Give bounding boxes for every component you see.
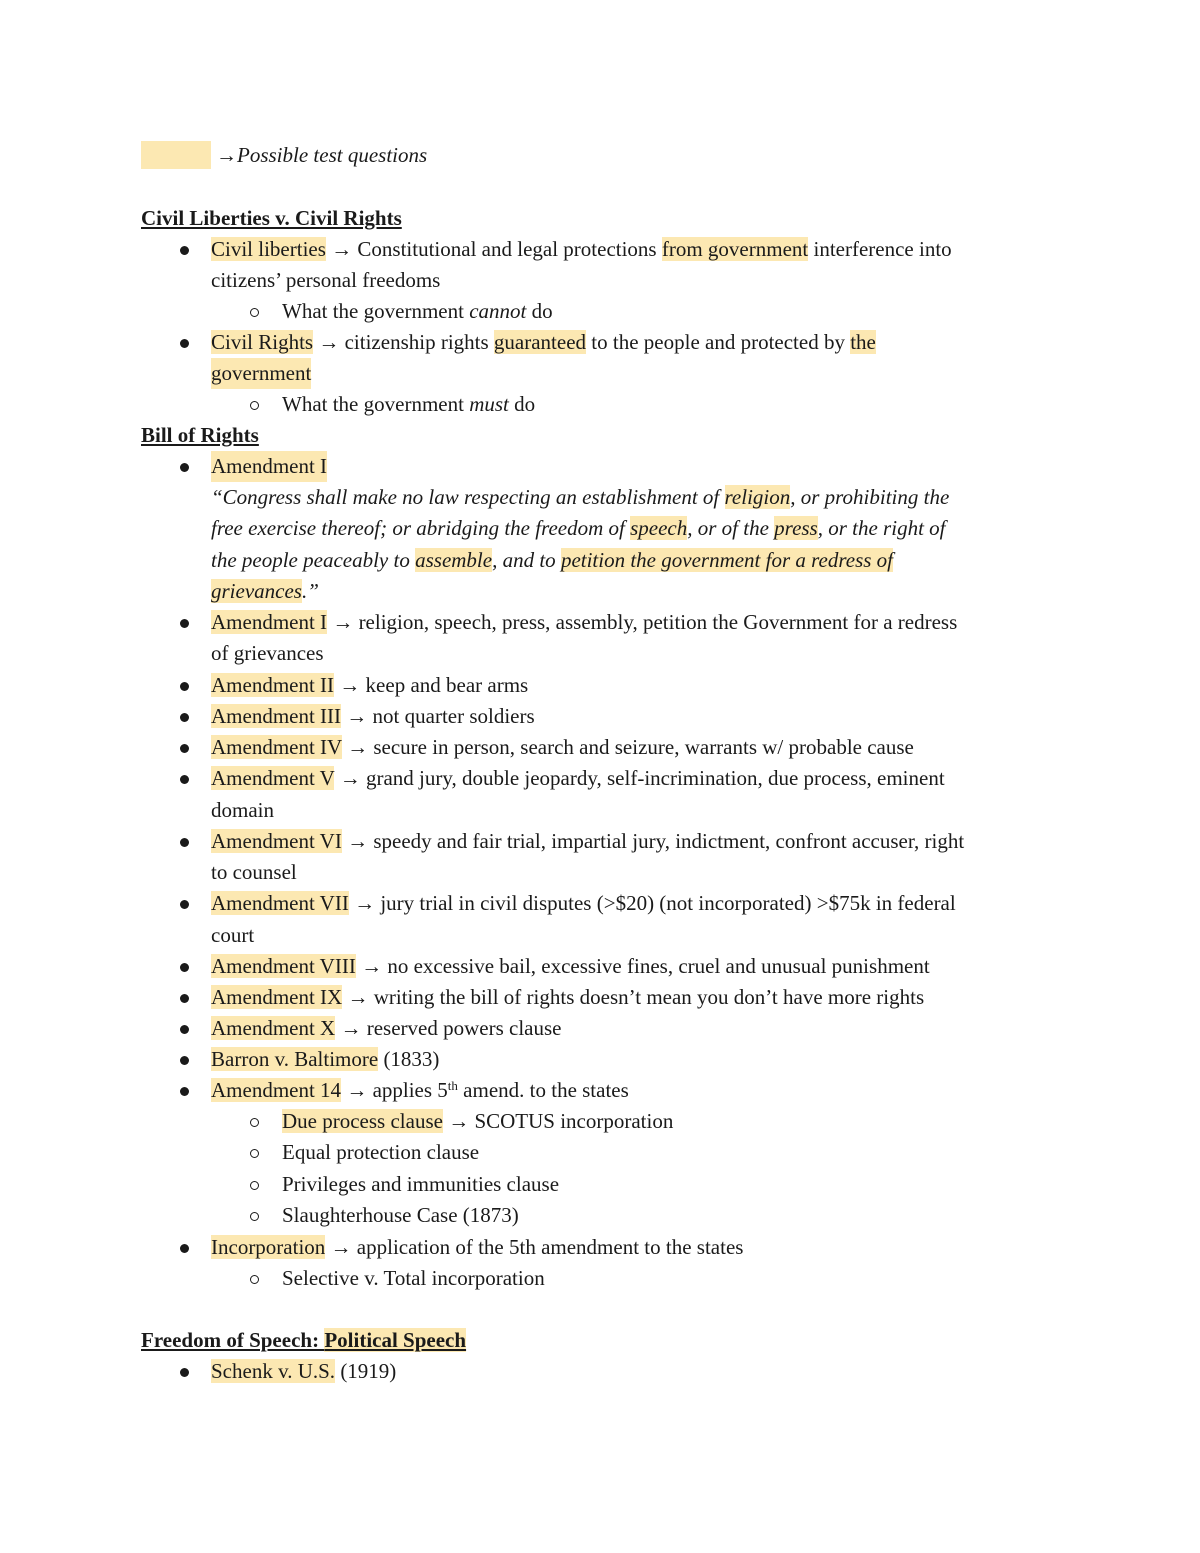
- bullet-icon: [180, 339, 189, 348]
- legend-arrow: →: [216, 143, 237, 167]
- bullet-icon: [180, 682, 189, 691]
- highlight-swatch: [141, 141, 211, 169]
- circle-bullet-icon: [250, 1118, 259, 1127]
- bullet-icon: [180, 994, 189, 1003]
- bullet-icon: [180, 1368, 189, 1377]
- bullet-icon: [180, 744, 189, 753]
- circle-bullet-icon: [250, 1275, 259, 1284]
- bullet-icon: [180, 1056, 189, 1065]
- circle-bullet-icon: [250, 1181, 259, 1190]
- bullet-icon: [180, 1244, 189, 1253]
- bullet-icon: [180, 900, 189, 909]
- document-page: →Possible test questions Civil Liberties v. Civil Rights Civil liberties → Constitutional and legal protections from government interference into citizens’ personal freedoms What the government cannot do Civil Rights → citizenship rights guaranteed to the people and protected by the government What the government must do Bill of Rights Amendment I “Congress shall make no law respecting an establishment of religion, or prohibiting the free exercise thereof; or abridging the freedom of speech, or of the press, or the right of the people peaceably to assemble, and to petition the government for a redress of grievances.” Amendment I → religion, speech, press, assembly, petition the Government for a redress of grievances Amendment II → keep and bear arms Amendment III → not quarter soldiers Amendment IV → secure in person, search and seizure, warrants w/ probable cause Amendment V → grand jury, double jeopardy, self-incrimination, due process, eminent domain Amendment VI → speedy and fair trial, impartial jury, indictment, confront accuser, right to counsel Amendment VII → jury trial in civil disputes (>$20) (not incorporated) >$75k in federal court Amendment VIII → no excessive bail, excessive fines, cruel and unusual punishment Amendment IX → writing the bill of rights doesn’t mean you don’t have more rights Amendment X → reserved powers clause Barron v. Baltimore (1833) Amendment 14 → applies 5th amend. to the states Due process clause → SCOTUS incorporation Equal protection clause Privileges and immunities clause Slaughterhouse Case (1873) Incorporation → application of the 5th amendment to the states Selective v. Total incorporation Freedom of Speech: Political Speech Schenk v. U.S. (1919): [141, 143, 965, 1383]
- bullet-icon: [180, 1087, 189, 1096]
- bullet-icon: [180, 246, 189, 255]
- bullet-icon: [180, 619, 189, 628]
- legend-label: Possible test questions: [237, 143, 428, 167]
- circle-bullet-icon: [250, 308, 259, 317]
- circle-bullet-icon: [250, 1212, 259, 1221]
- circle-bullet-icon: [250, 401, 259, 410]
- bullet-icon: [180, 963, 189, 972]
- circle-bullet-icon: [250, 1149, 259, 1158]
- bullet-icon: [180, 838, 189, 847]
- bullet-icon: [180, 713, 189, 722]
- bullet-icon: [180, 1025, 189, 1034]
- bullet-icon: [180, 463, 189, 472]
- bullet-icon: [180, 775, 189, 784]
